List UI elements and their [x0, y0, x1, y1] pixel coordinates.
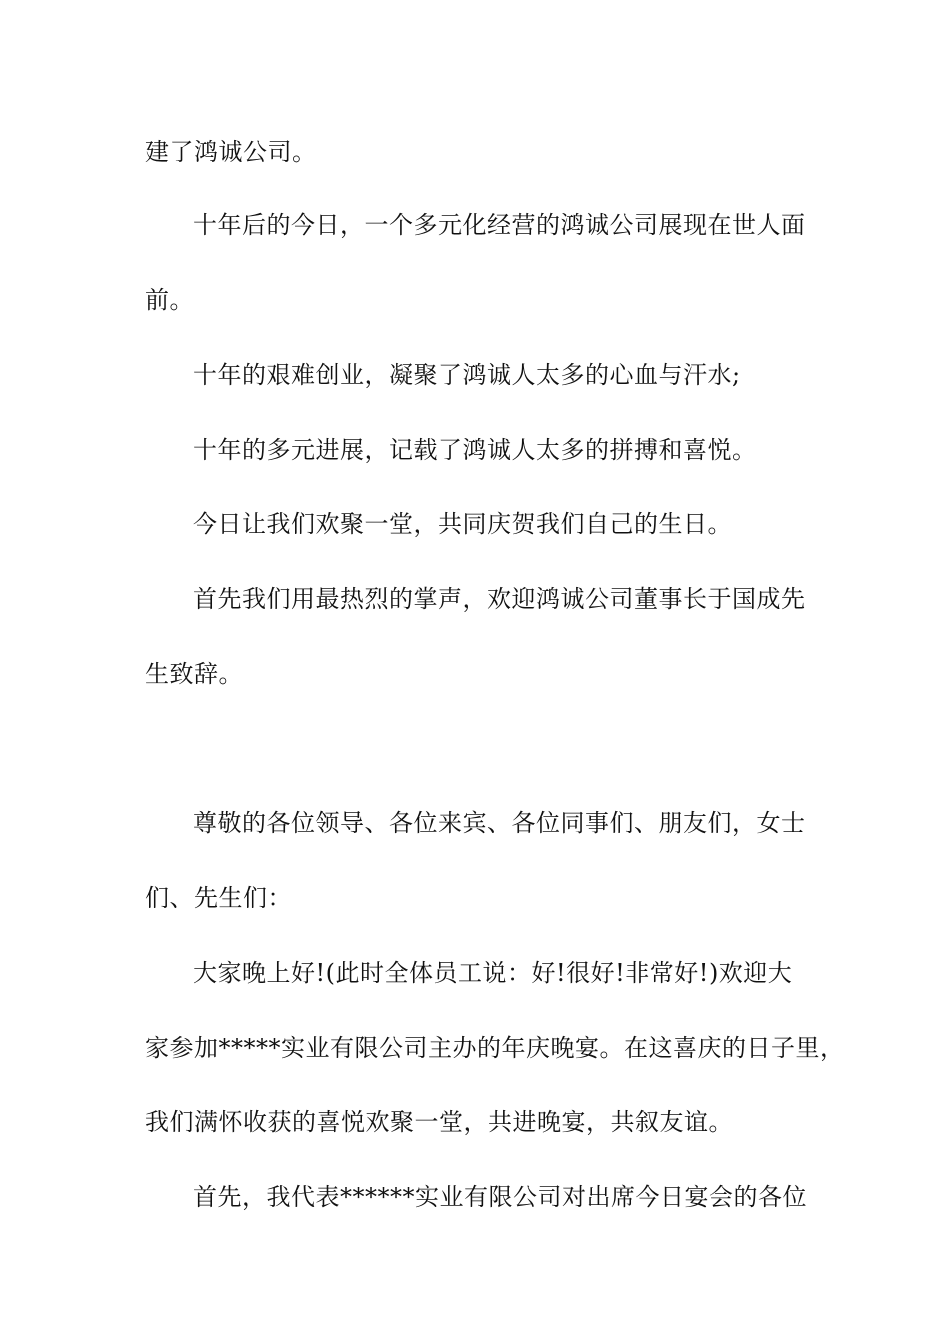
paragraph-line: 十年的艰难创业，凝聚了鸿诚人太多的心血与汗水; — [193, 361, 741, 389]
paragraph-line: 十年的多元进展，记载了鸿诚人太多的拼搏和喜悦。 — [193, 436, 757, 464]
paragraph-line: 生致辞。 — [145, 660, 243, 688]
paragraph-line: 建了鸿诚公司。 — [145, 138, 317, 166]
paragraph-line: 我们满怀收获的喜悦欢聚一堂，共进晚宴，共叙友谊。 — [145, 1108, 733, 1136]
paragraph-line: 家参加*****实业有限公司主办的年庆晚宴。在这喜庆的日子里， — [145, 1034, 845, 1062]
paragraph-line: 们、先生们： — [145, 884, 292, 912]
paragraph-line: 十年后的今日，一个多元化经营的鸿诚公司展现在世人面 — [193, 211, 806, 239]
paragraph-line: 大家晚上好!(此时全体员工说：好!很好!非常好!)欢迎大 — [193, 959, 793, 987]
paragraph-line: 前。 — [145, 286, 194, 314]
paragraph-line: 今日让我们欢聚一堂，共同庆贺我们自己的生日。 — [193, 510, 732, 538]
paragraph-line: 首先，我代表******实业有限公司对出席今日宴会的各位 — [193, 1183, 807, 1211]
paragraph-line: 首先我们用最热烈的掌声，欢迎鸿诚公司董事长于国成先 — [193, 585, 806, 613]
paragraph-line: 尊敬的各位领导、各位来宾、各位同事们、朋友们，女士 — [193, 809, 806, 837]
